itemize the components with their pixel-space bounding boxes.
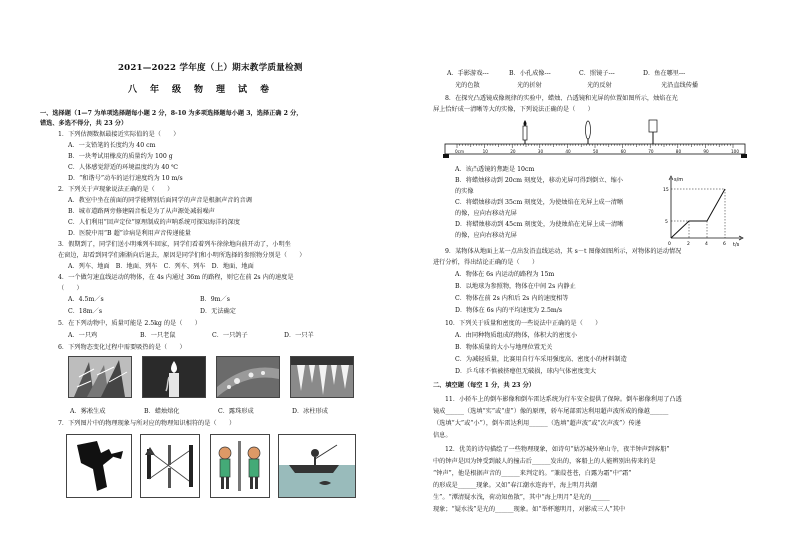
- q8-option-c: C．将蜡烛移动到 35cm 刻度处，为使烛焰在光屏上成一清晰: [455, 199, 624, 206]
- ruler-label: 50: [593, 149, 599, 154]
- q7-option-a-sub: 光的色散: [455, 82, 480, 89]
- q5-option-a: A．一只鸡: [68, 332, 98, 339]
- ruler-label: 80: [675, 149, 682, 154]
- q1-option-a: A．一支铅笔的长度约为 40 cm: [68, 142, 156, 149]
- q8-option-c-cont: 的像，应向右移动光屏: [455, 210, 517, 217]
- ruler-label: 30: [537, 149, 544, 154]
- q8-optical-bench: [437, 118, 753, 160]
- q5-option-b: B．一只老鼠: [140, 332, 176, 339]
- q10-option-a: A．由同种物质组成的物体，体积大的密度小: [455, 332, 578, 339]
- q6-caption-a: A．雾凇生成: [70, 408, 106, 415]
- q2-option-b: B．城市道路两旁修建隔音板是为了从声源处减弱噪声: [68, 208, 215, 215]
- q7-option-d-sub: 光沿直线传播: [661, 82, 699, 89]
- q11-line2: 镜成______（选填“实”或“虚”）像的原理，轿车尾部雷达利用超声波所成的像越______: [433, 408, 669, 415]
- ruler-label: 0cm: [455, 149, 465, 154]
- q5-option-c: C．一只鸽子: [212, 332, 248, 339]
- q1-option-b: B．一块考试用橡皮的质量约为 100 g: [68, 153, 173, 160]
- q9-stem-line2: 进行分析，得出结论正确的是（ ）: [433, 259, 539, 266]
- q8-stem-line1: 8．在探究凸透镜成像规律的实验中，蜡烛、凸透镜和光屏的位置如图所示，烛焰在光: [445, 95, 678, 102]
- q4-option-a: A．4.5m／s: [68, 296, 104, 303]
- graph-ytick-5: 5: [665, 220, 668, 225]
- right-column: [397, 0, 794, 560]
- graph-ylabel: s/m: [674, 177, 684, 183]
- ruler-label: 60: [620, 149, 626, 154]
- section1-line2: 错选、多选不得分，共 23 分）: [40, 120, 128, 127]
- ruler-label: 70: [648, 149, 654, 154]
- q1-stem: 1．下列估测数据最接近实际值的是（ ）: [58, 131, 180, 138]
- q8-option-d-cont: 的像，应向右移动光屏: [455, 232, 517, 239]
- graph-xtick-6: 6: [723, 242, 726, 247]
- q10-option-b: B．物体质量的大小与地理位置无关: [455, 344, 553, 351]
- ruler-label: 20: [510, 149, 516, 154]
- q5-option-d: D．一只羊: [284, 332, 314, 339]
- q7-option-b: B．小孔成像---: [509, 70, 551, 77]
- ruler-label: 10: [482, 149, 488, 154]
- q8-option-d: D．将蜡烛移动到 45cm 刻度处，为使烛焰在光屏上成一清晰: [455, 221, 624, 228]
- q11-line1: 11．小轿车上的倒车影像和倒车雷达系统为行车安全提供了保障。倒车影像利用了凸透: [445, 396, 682, 403]
- ruler-label: 40: [565, 149, 571, 154]
- q4-option-b: B．9m／s: [200, 296, 230, 303]
- section1-line1: 一、选择题（1—7 为单项选择题每小题 2 分，8-10 为多项选择题每小题 3，选择正确 2 分，: [40, 110, 303, 117]
- q8-option-b-cont: 的实像: [455, 188, 474, 195]
- q2-option-a: A．教室中坐在前面的同学能辨别后面同学的声音是根据声音的音调: [68, 197, 252, 204]
- q9-option-b: B．以地球为参照物，物体在中间 2s 内静止: [455, 283, 576, 290]
- ruler-label: 100: [731, 149, 739, 154]
- q9-option-d: D．物体在 6s 内的平均速度为 2.5m/s: [455, 307, 563, 314]
- q7-image-shadow-play: [66, 434, 132, 498]
- q12-line5: 生”。“潭清疑水浅，荷动知鱼散”，其中“海上明月”是光的______: [433, 494, 610, 501]
- graph-xtick-4: 4: [705, 242, 708, 247]
- q7-option-a: A．手影游戏---: [447, 70, 489, 77]
- q11-line4: 信息。: [433, 432, 452, 439]
- q6-image-dew: [216, 356, 280, 398]
- section2-heading: 二、填空题（每空 1 分，共 23 分）: [433, 382, 535, 389]
- q12-line3: “钟声”，他是根据声音的______来判定的。“兼葭苍苍，白露为霜”中“霜”: [433, 470, 632, 477]
- q7-stem: 7．下列图片中的物理现象与所对应的物理知识相符的是（ ）: [58, 420, 236, 427]
- graph-ytick-15: 15: [663, 188, 669, 193]
- q6-stem: 6．下列物态变化过程中需要吸热的是（ ）: [58, 344, 186, 351]
- q7-option-c: C．照镜子---: [579, 70, 615, 77]
- q10-option-c: C．为减轻质量，比赛用自行车采用强度高、密度小的材料制造: [455, 356, 627, 363]
- q5-stem: 5．在下列动物中，质量可能是 2.5kg 的是（ ）: [58, 320, 201, 327]
- q7-image-fishing: [278, 434, 356, 498]
- ruler-label: 90: [703, 149, 709, 154]
- q8-stem-line2: 屏上恰好成一清晰等大的实像，下列说法正确的是（ ）: [433, 106, 594, 113]
- q7-image-pinhole: [140, 434, 200, 498]
- q4-stem-line2: （ ）: [58, 285, 83, 292]
- q11-line3: （选填“大”或“小”），倒车雷达利用______（选填“超声波”或“次声波”）传递: [433, 420, 641, 427]
- q7-option-b-sub: 光的折射: [517, 82, 542, 89]
- q8-option-b: B．将蜡烛移动到 20cm 刻度处，移动光屏可得到倒立、缩小: [455, 177, 623, 184]
- q4-stem-line1: 4．一个做匀速直线运动的物体，在 4s 内通过 36m 的路程，则它在前 2s 内的速度是: [58, 274, 294, 281]
- q4-option-d: D．无法确定: [200, 308, 236, 315]
- q7-option-d: D．鱼在哪里---: [643, 70, 686, 77]
- q8-option-a: A．该凸透镜的焦距是 10cm: [455, 166, 535, 173]
- q12-line6: 现象；“疑水浅”是光的______现象。如“举杯邀明月，对影成三人”其中: [433, 506, 626, 513]
- q2-option-c: C．人们利用“回声定位”原理制成的声呐系统可探知海洋的深度: [68, 219, 240, 226]
- graph-xlabel: t/s: [733, 242, 740, 248]
- q6-image-rime: [68, 356, 132, 398]
- graph-xtick-2: 2: [687, 242, 690, 247]
- q10-option-d: D．乒乓球不慎被挤瘪但无破损，球内气体密度变大: [455, 368, 597, 375]
- q7-option-c-sub: 光的反射: [587, 82, 612, 89]
- exam-title: 2021—2022 学年度（上）期末教学质量检测: [118, 63, 303, 73]
- q1-option-d: D．“和谐号”动车的运行速度约为 10 m/s: [68, 175, 183, 182]
- q6-caption-b: B．蜡烛熔化: [144, 408, 180, 415]
- q3-stem-line1: 3．假期到了，同学们送小明乘列车回家，同学们看着列车徐徐地向前开动了，小明坐: [58, 241, 291, 248]
- q2-stem: 2．下列关于声现象说法正确的是（ ）: [58, 186, 174, 193]
- q6-image-icicle: [290, 356, 354, 398]
- q3-options: A．列车、地面 B．地面、列车 C．列车、列车 D．地面、地面: [68, 263, 254, 270]
- q6-caption-d: D．冰柱形成: [292, 408, 328, 415]
- q12-line1: 12．优美的诗句描绘了一些物理现象，如诗句“姑苏城外寒山寺，夜半钟声到客船”: [445, 446, 670, 453]
- q9-option-c: C．物体在前 2s 内和后 2s 内的速度相等: [455, 295, 569, 302]
- q7-image-mirror: [210, 434, 270, 498]
- q12-line2: 中的钟声是因为钟受到敲人的撞击后______发出的，客船上的人能辨别出传来的是: [433, 458, 656, 465]
- q9-stem-line1: 9．某物体从地面上某一点出发沿直线运动，其 s－t 图像如图所示，对物体的运动情况: [445, 248, 682, 255]
- graph-xtick-0: 0: [668, 242, 671, 247]
- exam-subtitle: 八年级物理试卷: [128, 85, 283, 95]
- q6-caption-c: C．露珠形成: [218, 408, 254, 415]
- q6-image-candle: [142, 356, 206, 398]
- q1-option-c: C．人体感觉舒适的环境温度约为 40 ℃: [68, 164, 179, 171]
- q9-st-graph: [659, 174, 745, 248]
- q2-option-d: D．医院中用“B 超”诊病是利用声音传递能量: [68, 230, 191, 237]
- q9-option-a: A．物体在 6s 内运动的路程为 15m: [455, 271, 555, 278]
- q10-stem: 10．下列关于质量和密度的一些说法中正确的是（ ）: [445, 320, 602, 327]
- q3-stem-line2: 在窗边，却看到同学们渐渐向后退去，原因是同学们和小明所选择的参照物分别是（ ）: [58, 252, 306, 259]
- q12-line4: 的形成是______现象。又如“春江潮水连海平，海上明月共潮: [433, 482, 598, 489]
- q4-option-c: C．18m／s: [68, 308, 103, 315]
